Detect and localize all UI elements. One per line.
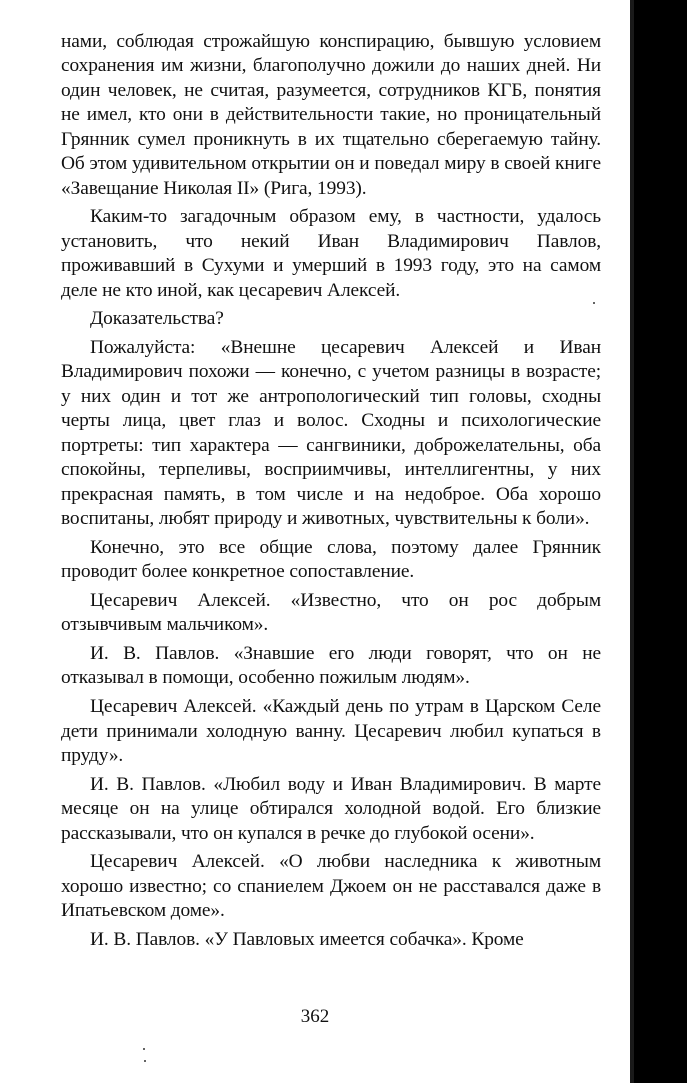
paragraph: И. В. Павлов. «Любил воду и Иван Владимирович. В марте месяце он на улице обтирался холодной водой. Его близкие рассказывали, что он купался в речке до глубокой осени».	[61, 773, 601, 844]
page-number: 362	[300, 1006, 330, 1027]
scan-speck	[144, 1060, 146, 1062]
scan-dark-edge	[630, 0, 687, 1083]
paragraph: Каким-то загадочным образом ему, в частности, удалось установить, что некий Иван Владимирович Павлов, проживавший в Сухуми и умерший в 1993 году, это на самом деле не кто иной, как цесаревич Алексей.	[61, 206, 601, 301]
paragraph: нами, соблюдая строжайшую конспирацию, бывшую условием сохранения им жизни, благополучно дожили до наших дней. Ни один человек, не считая, разумеется, сотрудников КГБ, понятия не имел, кто они в действительности такие, но проницательный Грянник сумел проникнуть в их тщательно сберегаемую тайну. Об этом удивительном открытии он и поведал миру в своей книге «Завещание Николая II» (Рига, 1993).	[61, 31, 601, 199]
paragraph: И. В. Павлов. «У Павловых имеется собачка». Кроме	[90, 928, 524, 950]
scan-speck	[143, 1048, 145, 1050]
paragraph: Доказательства?	[90, 308, 224, 330]
scan-edge-shadow	[630, 0, 634, 1083]
paragraph: Цесаревич Алексей. «О любви наследника к животным хорошо известно; со спаниелем Джоем он не расставался даже в Ипатьевском доме».	[61, 851, 601, 922]
body-text	[61, 30, 601, 956]
paragraph: Цесаревич Алексей. «Каждый день по утрам в Царском Селе дети принимали холодную ванну. Цесаревич любил купаться в пруду».	[61, 696, 601, 766]
paragraph: Конечно, это все общие слова, поэтому далее Грянник проводит более конкретное сопоставление.	[61, 536, 601, 583]
scan-speck	[593, 302, 595, 304]
paragraph: Пожалуйста: «Внешне цесаревич Алексей и Иван Владимирович похожи — конечно, с учетом разницы в возрасте; у них один и тот же антропологический тип головы, сходны черты лица, цвет глаз и волос. Сходны и психологические портреты: тип характера — сангвиники, доброжелательны, оба спокойны, терпеливы, восприимчивы, интеллигентны, у них прекрасная память, в том числе и на недоброе. Оба хорошо воспитаны, любят природу и животных, чувствительны к боли».	[61, 337, 601, 530]
paragraph: Цесаревич Алексей. «Известно, что он рос добрым отзывчивым мальчиком».	[61, 589, 601, 636]
paragraph: И. В. Павлов. «Знавшие его люди говорят, что он не отказывал в помощи, особенно пожилым людям».	[61, 643, 601, 689]
